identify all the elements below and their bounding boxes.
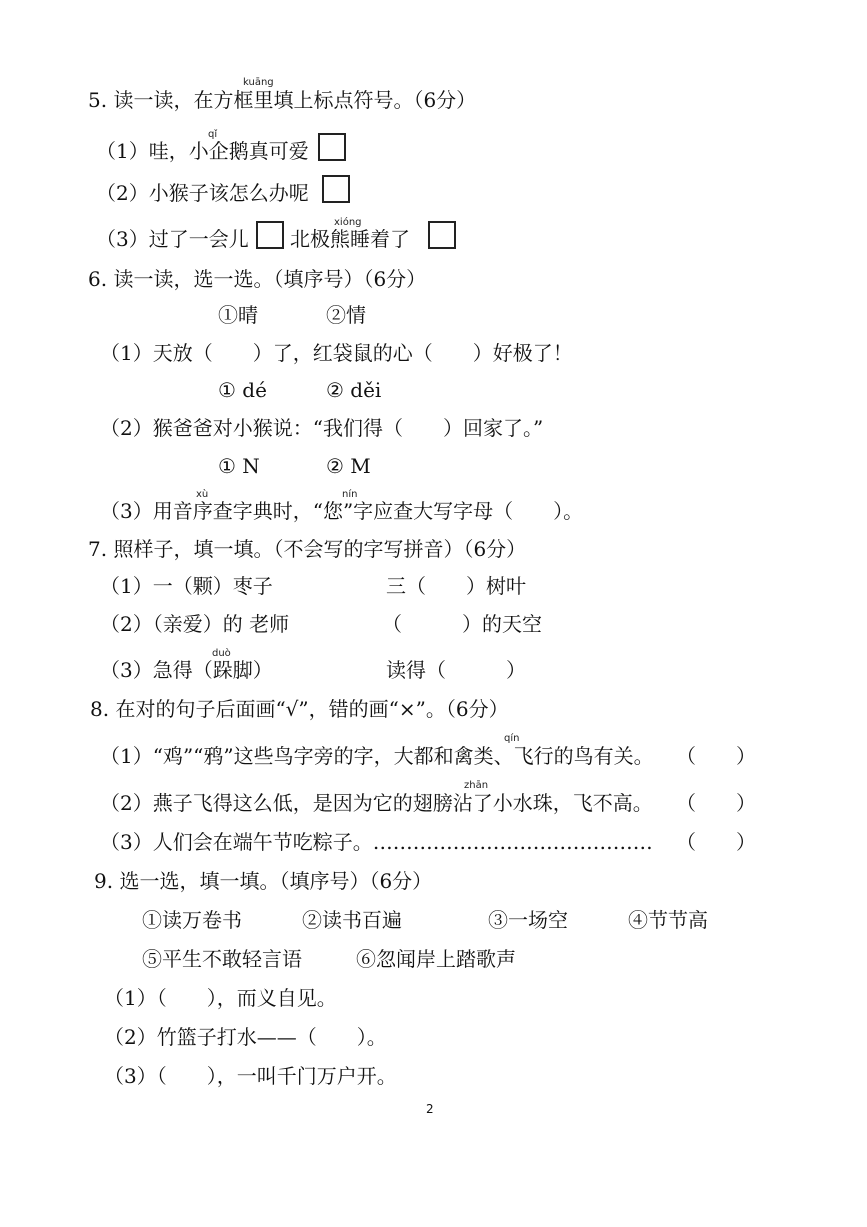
pinyin-qin: qín: [504, 733, 520, 744]
q7-row-2-left: （2）（亲爱）的 老师: [100, 612, 290, 636]
q8-item-2: （2）燕子飞得这么低，是因为它的翅膀沾了小水珠，飞不高。: [100, 791, 653, 815]
q5-item-3b: 北极熊睡着了: [290, 227, 410, 251]
q5-answer-box-4[interactable]: [428, 221, 456, 249]
q5-answer-box-1[interactable]: [318, 133, 346, 161]
q5-answer-box-3[interactable]: [256, 221, 284, 249]
q8-answer-2[interactable]: （ ）: [676, 791, 756, 815]
q8-item-3: （3）人们会在端午节吃粽子。……………………………………: [100, 830, 653, 854]
q6-opt-3a: ① N: [218, 454, 260, 478]
q5-item-3a: （3）过了一会儿: [96, 227, 249, 251]
pinyin-xu: xù: [196, 489, 209, 500]
q6-opt-3b: ② M: [326, 454, 371, 478]
q6-item-3: （3）用音序查字典时，“您”字应查大写字母（ ）。: [100, 499, 584, 523]
q9-opt-2: ②读书百遍: [302, 908, 402, 932]
q9-opt-4: ④节节高: [628, 908, 708, 932]
q5-answer-box-2[interactable]: [322, 175, 350, 203]
q6-opt-1b: ②情: [326, 303, 366, 327]
q7-row-3-left: （3）急得（跺脚）: [100, 658, 273, 682]
pinyin-kuang: kuāng: [243, 77, 274, 88]
q6-opt-1a: ①晴: [218, 303, 258, 327]
q8-answer-1[interactable]: （ ）: [676, 744, 756, 768]
pinyin-qi: qǐ: [208, 129, 218, 140]
q9-item-2: （2）竹篮子打水——（ ）。: [104, 1025, 387, 1049]
q6-item-2: （2）猴爸爸对小猴说：“我们得（ ）回家了。”: [100, 416, 544, 440]
q9-item-1: （1）（ ），而义自见。: [104, 986, 337, 1010]
q9-opt-5: ⑤平生不敢轻言语: [142, 947, 302, 971]
q8-item-1: （1）“鸡”“鸦”这些鸟字旁的字，大都和禽类、飞行的鸟有关。: [100, 744, 654, 768]
q7-row-1-left: （1）一（颗）枣子: [100, 574, 273, 598]
q6-opt-2b: ② děi: [326, 378, 382, 402]
q8-title: 8. 在对的句子后面画“√”，错的画“×”。（6分）: [90, 697, 509, 721]
q5-item-1: （1）哇，小企鹅真可爱: [96, 139, 309, 163]
q7-row-3-right: 读得（ ）: [386, 658, 526, 682]
q6-opt-2a: ① dé: [218, 378, 267, 402]
q6-item-1: （1）天放（ ）了，红袋鼠的心（ ）好极了！: [100, 341, 573, 365]
q7-row-1-right: 三（ ）树叶: [386, 574, 526, 598]
q8-answer-3[interactable]: （ ）: [676, 830, 756, 854]
q9-item-3: （3）（ ），一叫千门万户开。: [104, 1064, 397, 1088]
q7-row-2-right: （ ）的天空: [382, 612, 542, 636]
q9-opt-3: ③一场空: [488, 908, 568, 932]
page-number: 2: [426, 1102, 434, 1116]
q6-title: 6. 读一读，选一选。（填序号）（6分）: [88, 267, 427, 291]
q9-opt-1: ①读万卷书: [142, 908, 242, 932]
pinyin-zhan: zhān: [464, 780, 489, 791]
q7-title: 7. 照样子，填一填。（不会写的字写拼音）（6分）: [88, 537, 527, 561]
q5-title: 5. 读一读，在方框里填上标点符号。（6分）: [88, 88, 477, 112]
pinyin-xiong: xióng: [334, 217, 362, 228]
pinyin-nin: nín: [342, 489, 358, 500]
q5-item-2: （2）小猴子该怎么办呢: [96, 181, 309, 205]
q9-title: 9. 选一选，填一填。（填序号）（6分）: [94, 869, 433, 893]
q9-opt-6: ⑥忽闻岸上踏歌声: [356, 947, 516, 971]
pinyin-duo: duò: [212, 648, 231, 659]
